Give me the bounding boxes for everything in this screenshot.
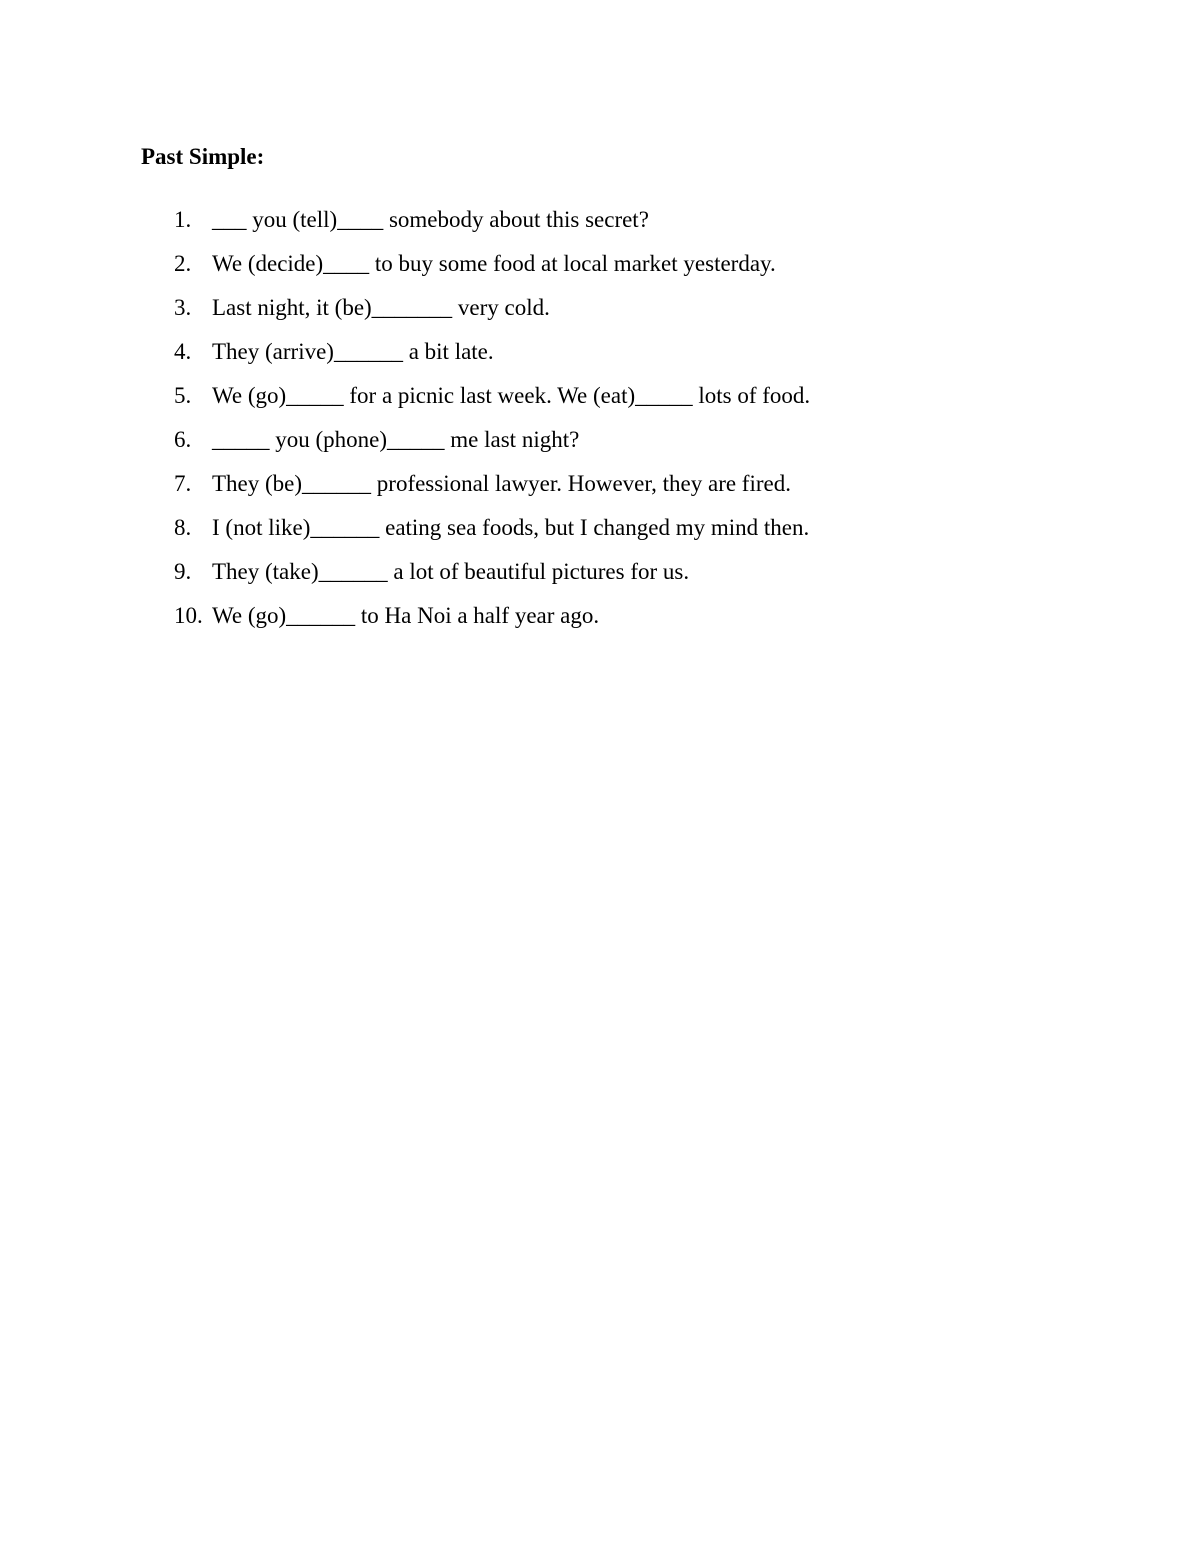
- item-number: 7.: [174, 471, 192, 496]
- item-text: They (be)______ professional lawyer. However, they are fired.: [212, 471, 791, 496]
- item-text: We (go)_____ for a picnic last week. We (eat)_____ lots of food.: [212, 383, 811, 408]
- item-number: 3.: [174, 295, 192, 320]
- item-number: 10.: [174, 603, 203, 628]
- item-number: 6.: [174, 427, 192, 452]
- item-number: 4.: [174, 339, 192, 364]
- item-text: I (not like)______ eating sea foods, but I changed my mind then.: [212, 515, 810, 540]
- item-number: 9.: [174, 559, 192, 584]
- page-title: Past Simple:: [141, 144, 265, 169]
- item-number: 8.: [174, 515, 192, 540]
- item-text: ___ you (tell)____ somebody about this secret?: [212, 207, 649, 232]
- item-text: _____ you (phone)_____ me last night?: [212, 427, 580, 452]
- item-text: Last night, it (be)_______ very cold.: [212, 295, 550, 320]
- item-text: We (decide)____ to buy some food at local market yesterday.: [212, 251, 776, 276]
- item-number: 2.: [174, 251, 192, 276]
- item-text: We (go)______ to Ha Noi a half year ago.: [212, 603, 600, 628]
- item-number: 5.: [174, 383, 192, 408]
- item-number: 1.: [174, 207, 192, 232]
- item-text: They (arrive)______ a bit late.: [212, 339, 494, 364]
- item-text: They (take)______ a lot of beautiful pictures for us.: [212, 559, 690, 584]
